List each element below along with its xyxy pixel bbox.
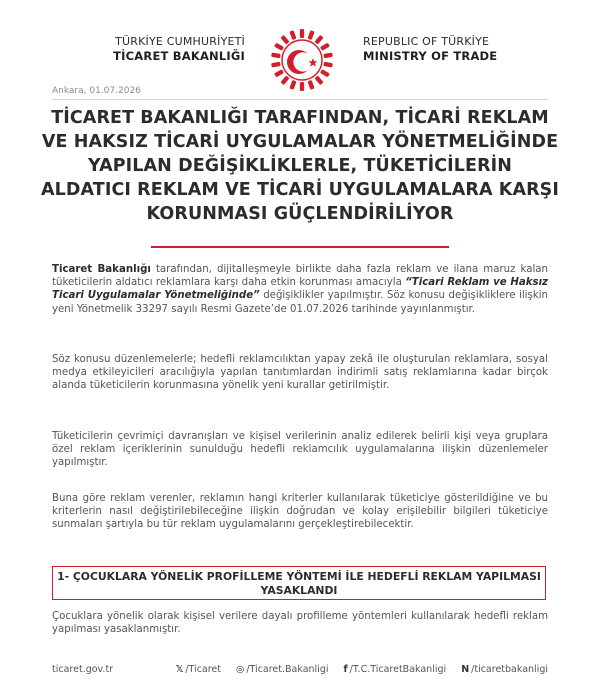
intro-text: tarafından, dijitalleşmeyle birlikte daha fazla reklam ve ilana maruz kalan tüketicilerin aldatıcı reklamlara karşı daha etkin korunması amacıyla xyxy=(52,264,548,289)
paragraph-advertiser-duties: Buna göre reklam verenler, reklamın hangi kriterler kullanılarak tüketiciye gösterildiğine ve bu kriterlerin nasıl değiştirilebileceğine ilişkin doğrudan ve kolay erişilebilir bilgileri tüketiciye sunmaları şartıyla bu tür reklam uygulamalarını gerçekleştirebilecektir. xyxy=(52,493,548,531)
header-divider xyxy=(52,99,548,100)
paragraph-intro xyxy=(52,263,548,316)
instagram-icon: ◎ xyxy=(236,664,245,675)
regulation-title-quote: “Ticari Reklam ve Haksız Ticari Uygulamalar Yönetmeliğinde” xyxy=(52,277,548,302)
republic-name-en: REPUBLIC OF TÜRKİYE xyxy=(363,35,490,48)
facebook-icon: f xyxy=(343,664,348,675)
instagram-link[interactable] xyxy=(236,664,328,675)
instagram-handle: /Ticaret.Bakanligi xyxy=(246,664,329,675)
ministry-name-tr: TİCARET BAKANLIĞI xyxy=(113,49,245,63)
section-heading-children-profiling: 1- ÇOCUKLARA YÖNELİK PROFİLLEME YÖNTEMİ İLE HEDEFLİ REKLAM YAPILMASI YASAKLANDI xyxy=(52,566,546,600)
x-link[interactable] xyxy=(176,664,221,675)
nsosyal-icon: N xyxy=(461,664,470,675)
republic-name-tr: TÜRKİYE CUMHURİYETİ xyxy=(115,35,245,48)
letterhead-english xyxy=(363,34,497,64)
paragraph-regulations: Söz konusu düzenlemelerle; hedefli reklamcılıktan yapay zekâ ile oluşturulan reklamlara, sosyal medya etkileyicileri aracılığıyla yapılan tanıtımlardan indirimli satış reklamlarına kadar birçok alanda tüketicilerin korunmasına yönelik yeni kurallar getirilmiştir. xyxy=(52,354,548,392)
dateline: Ankara, 01.07.2026 xyxy=(52,86,141,96)
x-handle: /Ticaret xyxy=(185,664,222,675)
ministry-name-en: MINISTRY OF TRADE xyxy=(363,49,498,63)
facebook-handle: /T.C.TicaretBakanligi xyxy=(349,664,447,675)
nsosyal-handle: /ticaretbakanligi xyxy=(471,664,548,675)
x-icon: 𝕏 xyxy=(175,664,184,675)
intro-text-end: değişiklikler yapılmıştır. Söz konusu değişikliklere ilişkin yeni Yönetmelik 33297 sayılı Resmi Gazete’de 01.07.2026 tarihinde yayınlanmıştır. xyxy=(52,290,549,315)
ministry-name-emphasis: Ticaret Bakanlığı xyxy=(52,264,151,275)
paragraph-targeted-ads: Tüketicilerin çevrimiçi davranışları ve kişisel verilerinin analiz edilerek belirli kişi veya gruplara özel reklam içeriklerinin sunulduğu hedefli reklamcılık uygulamalarına ilişkin düzenlemeler yapılmıştır. xyxy=(52,431,548,469)
paragraph-children-ban: Çocuklara yönelik olarak kişisel verilere dayalı profilleme yöntemleri kullanılarak hedefli reklam yapılması yasaklanmıştır. xyxy=(52,611,548,636)
title-underline xyxy=(151,246,449,248)
social-links xyxy=(164,664,548,675)
footer xyxy=(52,664,548,680)
letterhead-turkish xyxy=(113,34,245,64)
nsosyal-link[interactable] xyxy=(461,664,548,675)
website-link[interactable]: ticaret.gov.tr xyxy=(52,664,114,675)
facebook-link[interactable] xyxy=(344,664,447,675)
ministry-emblem-icon xyxy=(268,26,336,94)
letterhead xyxy=(0,26,600,86)
press-release-title: TİCARET BAKANLIĞI TARAFINDAN, TİCARİ REKLAM VE HAKSIZ TİCARİ UYGULAMALAR YÖNETMELİĞİNDE YAPILAN DEĞİŞİKLİKLERLE, TÜKETİCİLERİN ALDATICI REKLAM VE TİCARİ UYGULAMALARA KARŞI KORUNMASI GÜÇLENDİRİLİYOR xyxy=(40,108,559,224)
